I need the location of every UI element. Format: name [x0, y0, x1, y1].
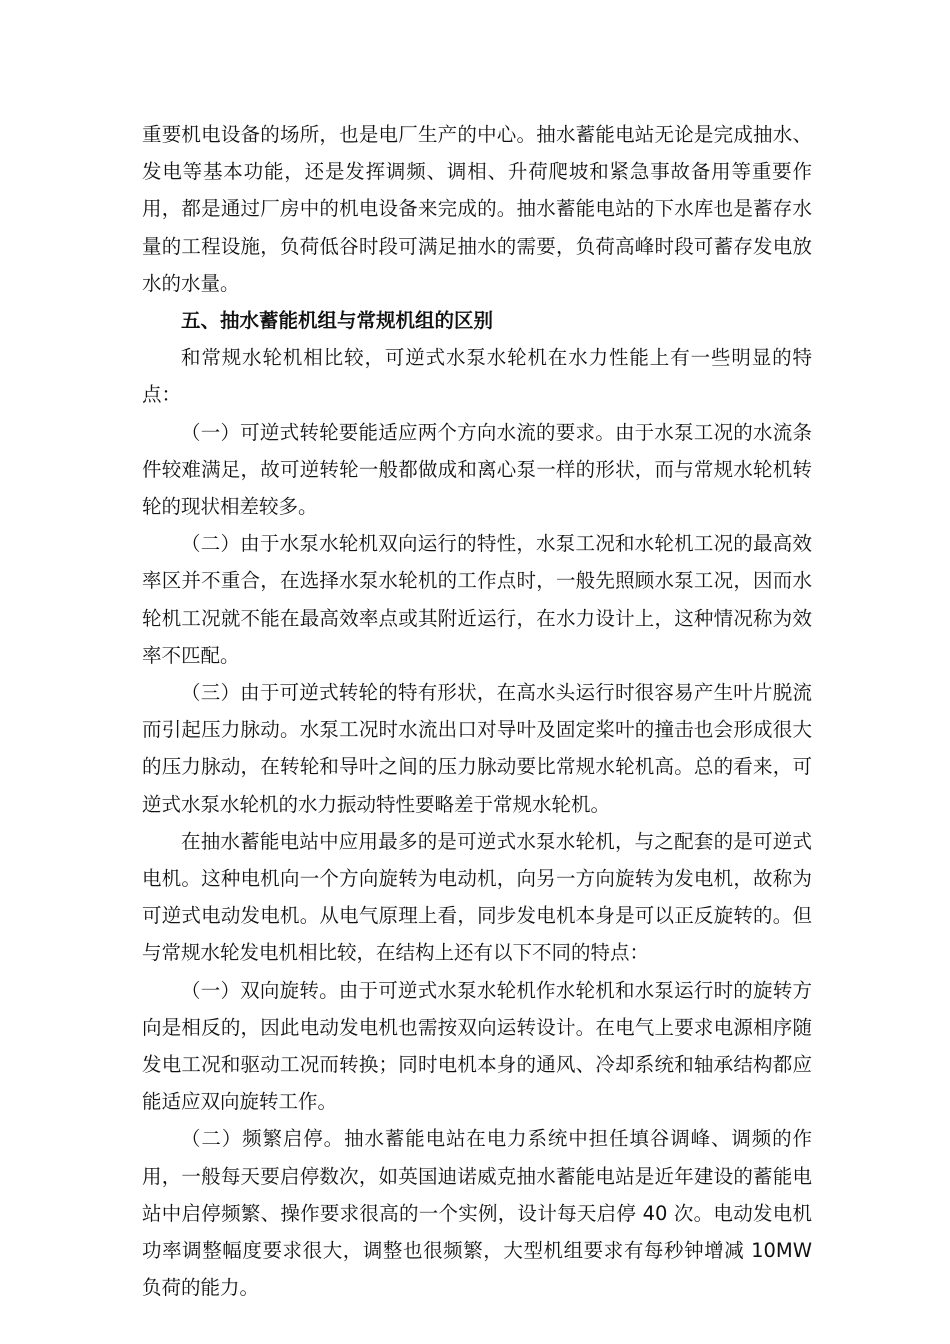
paragraph-feature-2: （二）频繁启停。抽水蓄能电站在电力系统中担任填谷调峰、调频的作用，一般每天要启停数次，如英国迪诺威克抽水蓄能电站是近年建设的蓄能电站中启停频繁、操作要求很高的一个实例，设计每天启停 40 次。电动发电机功率调整幅度要求很大，调整也很频繁，大型机组要求有每秒钟增减 10MW 负荷的能力。 [142, 1127, 812, 1300]
paragraph-point-1: （一）可逆式转轮要能适应两个方向水流的要求。由于水泵工况的水流条件较难满足，故可逆转轮一般都做成和离心泵一样的形状，而与常规水轮机转轮的现状相差较多。 [142, 420, 812, 519]
paragraph-continuation: 重要机电设备的场所，也是电厂生产的中心。抽水蓄能电站无论是完成抽水、发电等基本功能，还是发挥调频、调相、升荷爬坡和紧急事故备用等重要作用，都是通过厂房中的机电设备来完成的。抽水蓄能电站的下水库也是蓄存水量的工程设施，负荷低谷时段可满足抽水的需要，负荷高峰时段可蓄存发电放水的水量。 [142, 123, 812, 295]
section-heading: 五、抽水蓄能机组与常规机组的区别 [181, 309, 494, 333]
paragraph-point-2: （二）由于水泵水轮机双向运行的特性，水泵工况和水轮机工况的最高效率区并不重合，在选择水泵水轮机的工作点时，一般先照顾水泵工况，因而水轮机工况就不能在最高效率点或其附近运行，在水力设计上，这种情况称为效率不匹配。 [142, 532, 812, 667]
paragraph-motor-generator: 在抽水蓄能电站中应用最多的是可逆式水泵水轮机，与之配套的是可逆式电机。这种电机向一个方向旋转为电动机，向另一方向旋转为发电机，故称为可逆式电动发电机。从电气原理上看，同步发电机本身是可以正反旋转的。但与常规水轮发电机相比较，在结构上还有以下不同的特点： [142, 829, 812, 965]
paragraph-feature-1: （一）双向旋转。由于可逆式水泵水轮机作水轮机和水泵运行时的旋转方向是相反的，因此电动发电机也需按双向运转设计。在电气上要求电源相序随发电工况和驱动工况而转换；同时电机本身的通风、冷却系统和轴承结构都应能适应双向旋转工作。 [142, 978, 812, 1114]
paragraph-point-3: （三）由于可逆式转轮的特有形状，在高水头运行时很容易产生叶片脱流而引起压力脉动。水泵工况时水流出口对导叶及固定桨叶的撞击也会形成很大的压力脉动，在转轮和导叶之间的压力脉动要比常规水轮机高。总的看来，可逆式水泵水轮机的水力振动特性要略差于常规水轮机。 [142, 681, 812, 816]
paragraph-intro: 和常规水轮机相比较，可逆式水泵水轮机在水力性能上有一些明显的特点： [142, 346, 812, 407]
document-body [142, 116, 812, 1307]
